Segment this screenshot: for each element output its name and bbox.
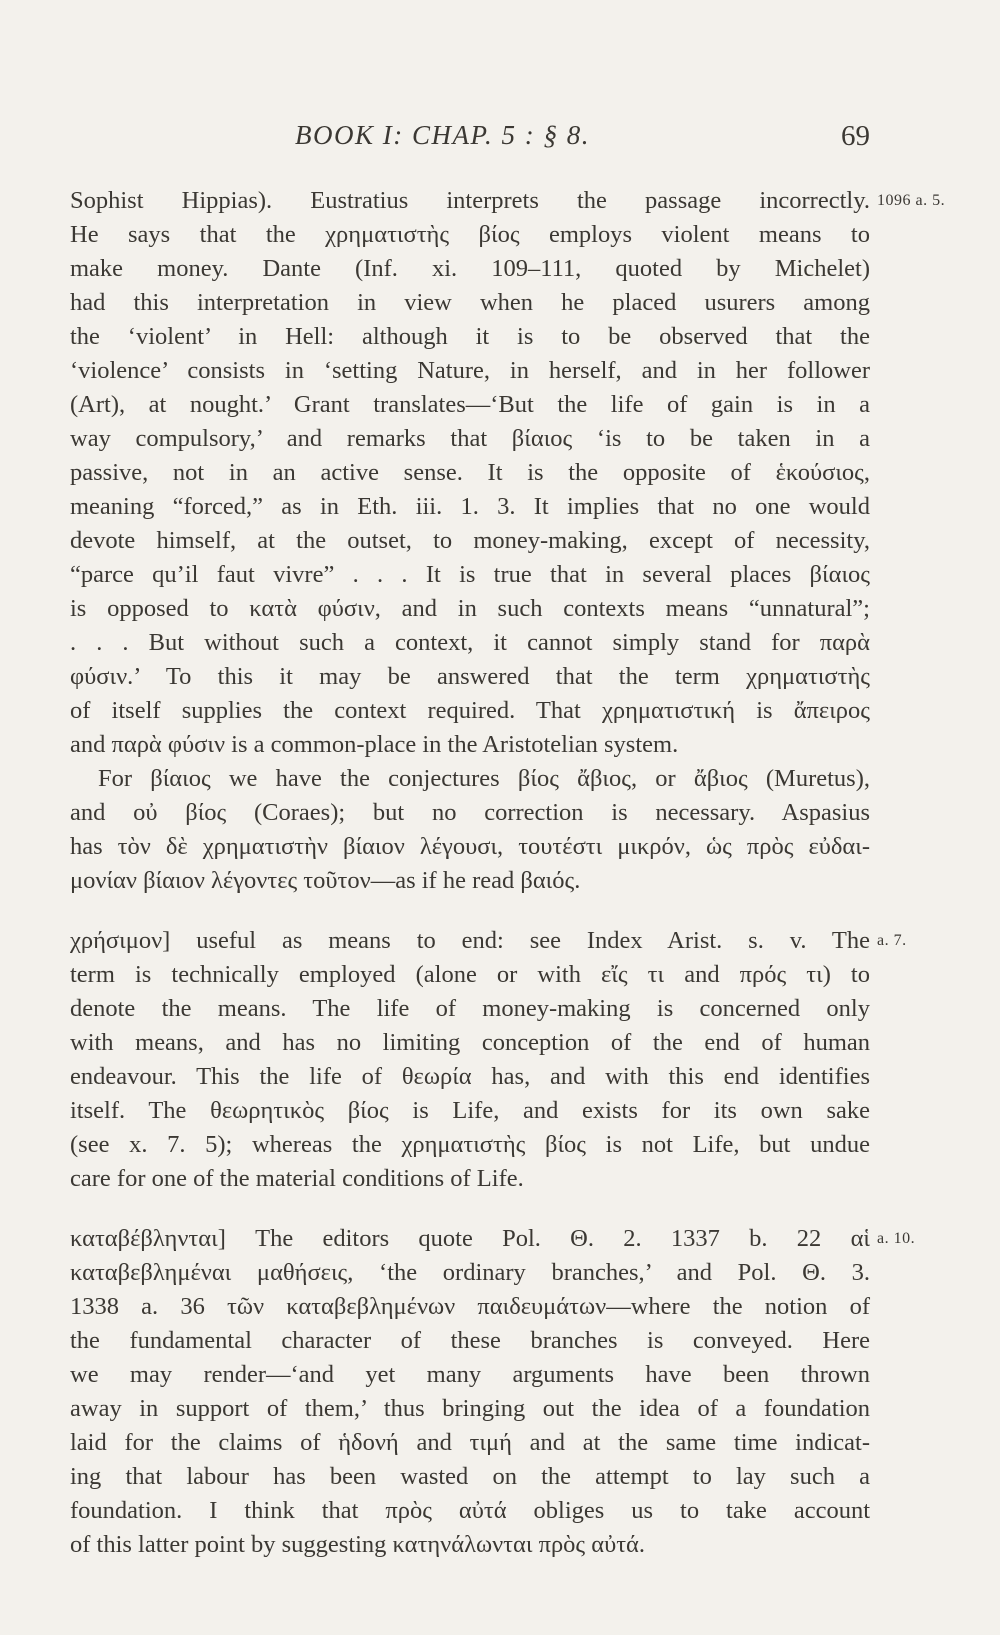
line-text: with means, and has no limiting conception of the end of human <box>70 1029 870 1056</box>
text-line <box>70 992 870 1026</box>
line-text: He says that the χρηματιστὴς βίος employs violent means to <box>70 221 870 248</box>
text-line <box>70 864 870 898</box>
line-text: foundation. I think that πρὸς αὐτά obliges us to take account <box>70 1497 870 1524</box>
paragraph-gap <box>70 1196 870 1222</box>
text-line <box>70 728 870 762</box>
line-text: καταβέβληνται] The editors quote Pol. Θ. 2. 1337 b. 22 αἱ <box>70 1225 870 1252</box>
text-line <box>70 626 870 660</box>
text-line <box>70 320 870 354</box>
line-text: the ‘violent’ in Hell: although it is to be observed that the <box>70 323 870 350</box>
text-line <box>70 422 870 456</box>
text-line <box>70 286 870 320</box>
line-text: . . . But without such a context, it cannot simply stand for παρὰ <box>70 629 870 656</box>
line-text: away in support of them,’ thus bringing out the idea of a foundation <box>70 1395 870 1422</box>
text-line <box>70 1060 870 1094</box>
page-number: 69 <box>841 120 870 152</box>
line-text: of itself supplies the context required. That χρηματιστική is ἄπειρος <box>70 697 870 724</box>
line-text: denote the means. The life of money-making is concerned only <box>70 995 870 1022</box>
text-line <box>70 558 870 592</box>
text-line <box>70 1426 870 1460</box>
paragraph-gap <box>70 898 870 924</box>
line-text: passive, not in an active sense. It is the opposite of ἑκούσιος, <box>70 459 870 486</box>
text-line <box>70 354 870 388</box>
line-text: μονίαν βίαιον λέγοντες τοῦτον—as if he read βαιός. <box>70 867 581 894</box>
margin-reference: a. 7. <box>877 932 907 949</box>
text-line <box>70 218 870 252</box>
text-line <box>70 490 870 524</box>
line-text: itself. The θεωρητικὸς βίος is Life, and exists for its own sake <box>70 1097 870 1124</box>
text-line <box>70 924 907 958</box>
text-line <box>70 388 870 422</box>
text-line <box>70 1324 870 1358</box>
text-line <box>70 660 870 694</box>
line-text: devote himself, at the outset, to money-making, except of necessity, <box>70 527 870 554</box>
line-text: is opposed to κατὰ φύσιν, and in such contexts means “unnatural”; <box>70 595 870 622</box>
margin-reference: a. 10. <box>877 1230 916 1247</box>
text-line <box>70 762 870 796</box>
running-head: BOOK I: CHAP. 5 : § 8. <box>295 120 590 150</box>
text-line <box>70 1128 870 1162</box>
line-text: (see x. 7. 5); whereas the χρηματιστὴς βίος is not Life, but undue <box>70 1131 870 1158</box>
text-line <box>70 524 870 558</box>
text-line <box>70 694 870 728</box>
line-text: “parce qu’il faut vivre” . . . It is true that in several places βίαιος <box>70 561 870 588</box>
text-line <box>70 958 870 992</box>
text-line <box>70 252 870 286</box>
line-text: meaning “forced,” as in Eth. iii. 1. 3. It implies that no one would <box>70 493 870 520</box>
text-line <box>70 456 870 490</box>
text-line <box>70 1026 870 1060</box>
line-text: we may render—‘and yet many arguments have been thrown <box>70 1361 870 1388</box>
line-text: had this interpretation in view when he placed usurers among <box>70 289 870 316</box>
text-line <box>70 592 870 626</box>
line-text: the fundamental character of these branches is conveyed. Here <box>70 1327 870 1354</box>
text-line <box>70 1222 916 1256</box>
line-text: and παρὰ φύσιν is a common-place in the Aristotelian system. <box>70 731 679 758</box>
text-line <box>70 1358 870 1392</box>
text-line <box>70 184 946 218</box>
text-line <box>70 1162 870 1196</box>
line-text: term is technically employed (alone or with εἴς τι and πρός τι) to <box>70 961 870 988</box>
line-text: χρήσιμον] useful as means to end: see Index Arist. s. v. The <box>70 927 870 954</box>
text-line <box>70 1494 870 1528</box>
line-text: laid for the claims of ἡδονή and τιμή and at the same time indicat- <box>70 1429 870 1456</box>
line-text: For βίαιος we have the conjectures βίος ἄβιος, or ἄβιος (Muretus), <box>98 765 870 792</box>
line-text: endeavour. This the life of θεωρία has, and with this end identifies <box>70 1063 870 1090</box>
line-text: καταβεβλημέναι μαθήσεις, ‘the ordinary branches,’ and Pol. Θ. 3. <box>70 1259 870 1286</box>
text-line <box>70 1256 870 1290</box>
text-line <box>70 1094 870 1128</box>
text-line <box>70 1460 870 1494</box>
line-text: of this latter point by suggesting κατηνάλωνται πρὸς αὐτά. <box>70 1531 646 1558</box>
text-line <box>70 796 870 830</box>
page-header <box>70 120 870 160</box>
line-text: 1338 a. 36 τῶν καταβεβλημένων παιδευμάτων—where the notion of <box>70 1293 870 1320</box>
text-line <box>70 1392 870 1426</box>
margin-reference: 1096 a. 5. <box>877 192 946 209</box>
line-text: make money. Dante (Inf. xi. 109–111, quoted by Michelet) <box>70 255 870 282</box>
line-text: (Art), at nought.’ Grant translates—‘But the life of gain is in a <box>70 391 870 418</box>
line-text: has τὸν δὲ χρηματιστὴν βίαιον λέγουσι, τουτέστι μικρόν, ὡς πρὸς εὐδαι- <box>70 833 870 860</box>
line-text: way compulsory,’ and remarks that βίαιος ‘is to be taken in a <box>70 425 870 452</box>
line-text: and οὐ βίος (Coraes); but no correction is necessary. Aspasius <box>70 799 870 826</box>
text-line <box>70 830 870 864</box>
line-text: ing that labour has been wasted on the attempt to lay such a <box>70 1463 870 1490</box>
line-text: care for one of the material conditions of Life. <box>70 1165 524 1192</box>
commentary-text <box>70 184 946 1562</box>
line-text: ‘violence’ consists in ‘setting Nature, in herself, and in her follower <box>70 357 870 384</box>
line-text: φύσιν.’ To this it may be answered that the term χρηματιστὴς <box>70 663 870 690</box>
text-line <box>70 1290 870 1324</box>
text-line <box>70 1528 870 1562</box>
line-text: Sophist Hippias). Eustratius interprets the passage incorrectly. <box>70 187 870 214</box>
